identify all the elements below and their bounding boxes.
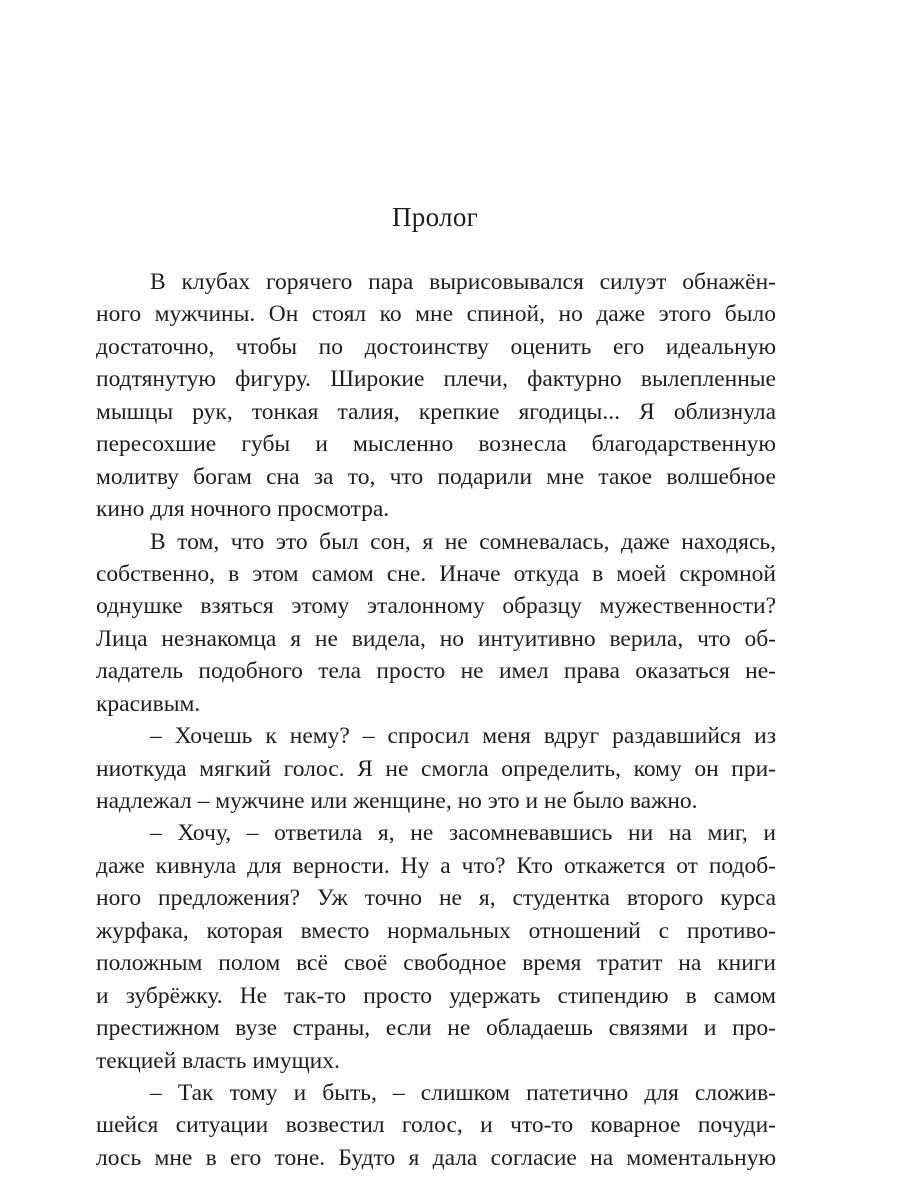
text-line: ниоткуда мягкий голос. Я не смогла определить, кому он при- (96, 755, 776, 782)
text-line: надлежал – мужчине или женщине, но это и не было важно. (96, 788, 698, 814)
text-line: – Хочу, – ответила я, не засомневавшись ни на миг, и (150, 820, 776, 847)
text-line: престижном вузе страны, если не обладаешь связями и про- (96, 1015, 776, 1042)
text-line: лось мне в его тоне. Будто я дала согласие на моментальную (96, 1144, 776, 1171)
text-line: шейся ситуации возвестил голос, и что-то коварное почуди- (96, 1112, 776, 1139)
chapter-title: Пролог (392, 202, 478, 232)
text-line: В клубах горячего пара вырисовывался силуэт обнажён- (150, 269, 776, 295)
text-line: достаточно, чтобы по достоинству оценить его идеальную (96, 333, 776, 360)
text-line: ного мужчины. Он стоял ко мне спиной, но даже этого было (96, 301, 776, 328)
text-line: красивым. (96, 690, 201, 717)
text-line: кино для ночного просмотра. (96, 496, 390, 523)
text-line: текцией власть имущих. (96, 1047, 340, 1074)
text-line: пересохшие губы и мысленно вознесла благодарственную (96, 431, 776, 458)
text-line: ного предложения? Уж точно не я, студентка второго курса (96, 885, 776, 912)
body-text (96, 266, 776, 1174)
text-line: молитву богам сна за то, что подарили мне такое волшебное (96, 463, 776, 490)
text-line: ладатель подобного тела просто не имел права оказаться не- (96, 658, 776, 685)
text-line: однушке взяться этому эталонному образцу мужественности? (96, 593, 776, 620)
text-line: подтянутую фигуру. Широкие плечи, фактурно вылепленные (96, 366, 776, 393)
text-line: собственно, в этом самом сне. Иначе откуда в моей скромной (96, 560, 776, 587)
text-line: и зубрёжку. Не так-то просто удержать стипендию в самом (96, 982, 776, 1009)
text-line: – Так тому и быть, – слишком патетично для сложив- (150, 1079, 776, 1106)
text-line: мышцы рук, тонкая талия, крепкие ягодицы... Я облизнула (96, 398, 776, 425)
text-line: Лица незнакомца я не видела, но интуитивно верила, что об- (96, 625, 776, 652)
text-line: – Хочешь к нему? – спросил меня вдруг раздавшийся из (150, 723, 776, 750)
text-line: В том, что это был сон, я не сомневалась, даже находясь, (150, 528, 776, 555)
text-line: журфака, которая вместо нормальных отношений с противо- (96, 917, 776, 944)
text-line: даже кивнула для верности. Ну а что? Кто откажется от подоб- (96, 852, 776, 879)
text-line: положным полом всё своё свободное время тратит на книги (96, 950, 776, 977)
